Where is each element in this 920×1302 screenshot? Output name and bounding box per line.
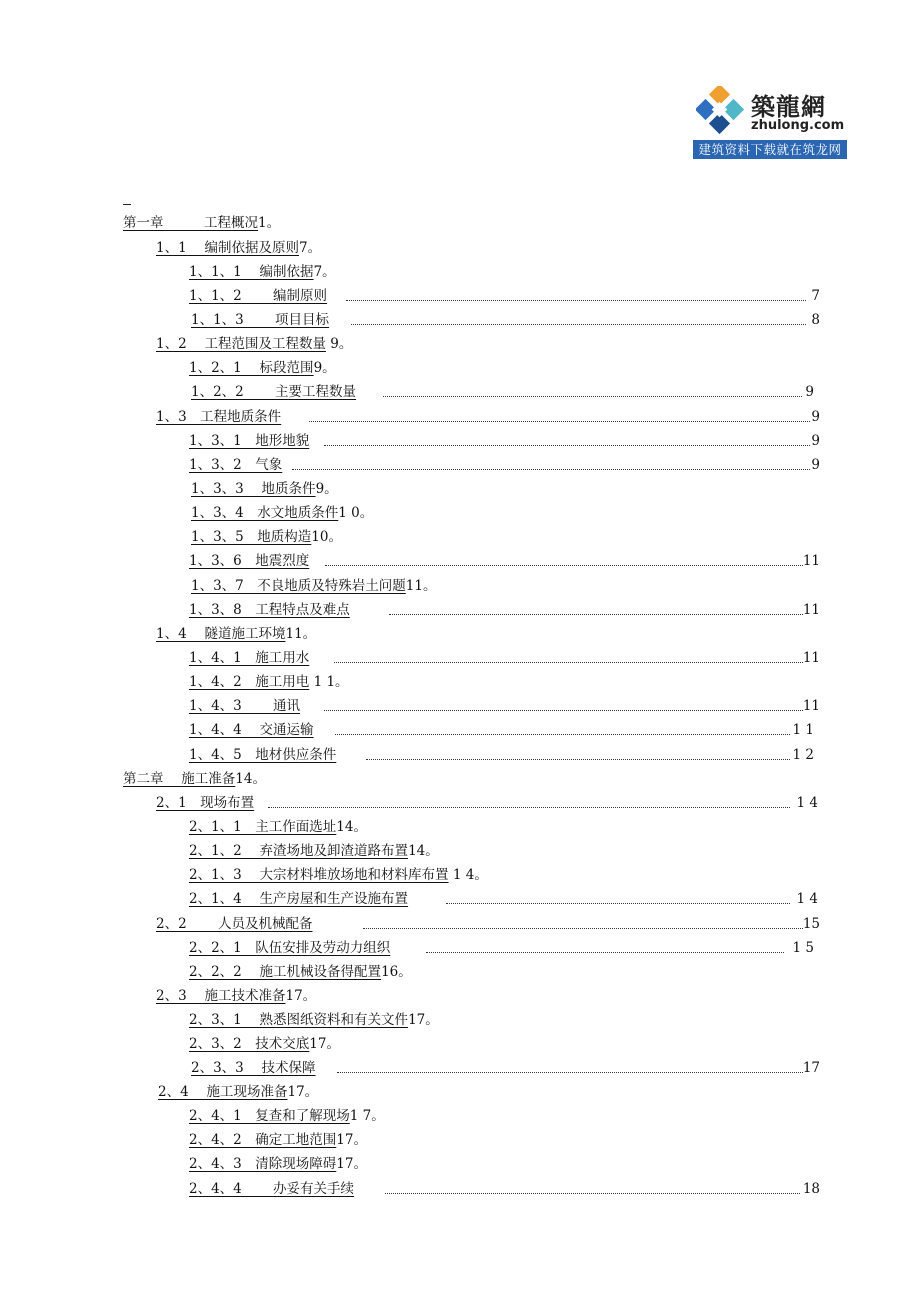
toc-page: 1 2 [792,747,814,763]
toc-title: 1、3、6 地震烈度 [189,553,310,569]
toc-entry[interactable] [191,527,820,547]
toc-leader [334,662,803,663]
toc-entry[interactable] [189,672,820,692]
toc-title: 2、2、2 施工机械设备得配置 [189,964,382,980]
toc-entry[interactable] [189,865,820,885]
toc-entry[interactable] [189,962,820,982]
toc-entry[interactable] [123,769,820,789]
toc-trail: 9。 [313,360,336,376]
toc-leader [383,396,802,397]
toc-trail: 17。 [309,1036,340,1052]
toc-leader [309,421,810,422]
logo-title: 築龍網 [751,93,826,121]
toc-entry[interactable] [189,286,820,306]
toc-leader [389,614,803,615]
toc-page: 1 1 [792,722,814,738]
toc-trail: 9。 [325,336,353,352]
toc-title: 2、1、2 弃渣场地及卸渣道路布置 [189,843,409,859]
toc-title: 2、3、3 技术保障 [191,1060,316,1076]
toc-entry[interactable] [189,817,820,837]
toc-trail: 1 0。 [338,505,374,521]
toc-entry[interactable] [189,600,820,620]
toc-trail: 1。 [258,215,281,231]
toc-page: 15 [802,916,820,932]
toc-trail: 14。 [235,771,266,787]
toc-title: 2、3、1 熟悉图纸资料和有关文件 [189,1012,409,1028]
toc-title: 1、4、1 施工用水 [189,650,310,666]
toc-title: 2、4、2 确定工地范围 [189,1132,337,1148]
toc-page: 17 [802,1060,820,1076]
toc-page: 9 [811,457,820,473]
toc-entry[interactable] [189,938,820,958]
logo-url: zhulong.com [751,118,845,133]
toc-title: 1、3、8 工程特点及难点 [189,602,350,618]
toc-trail: 1 7。 [349,1108,385,1124]
toc-page: 1 4 [796,795,818,811]
toc-page: 1 5 [792,940,814,956]
toc-title: 第一章 工程概况 [123,215,258,231]
toc-title: 1、3、2 气象 [189,457,283,473]
toc-trail: 11。 [285,626,317,642]
toc-title: 1、3、7 不良地质及特殊岩土问题 [191,578,406,594]
toc-leader [324,710,803,711]
toc-title: 1、4、4 交通运输 [189,722,314,738]
toc-title: 1、2、1 标段范围 [189,360,314,376]
toc-page: 18 [802,1181,820,1197]
toc-title: 1、4、5 地材供应条件 [189,747,337,763]
toc-leader [337,1072,803,1073]
logo-slogan: 建筑资料下载就在筑龙网 [693,140,847,159]
toc-title: 1、1 编制依据及原则 [156,240,299,256]
toc-title: 2、4、3 清除现场障碍 [189,1156,337,1172]
toc-entry[interactable] [189,551,820,571]
toc-trail: 7。 [313,264,336,280]
toc-entry[interactable] [189,841,820,861]
toc-entry[interactable] [189,720,820,740]
toc-trail: 14。 [408,843,439,859]
toc-entry[interactable] [189,1010,820,1030]
zhulong-logo-icon [696,86,746,136]
toc-trail: 1 4。 [448,867,488,883]
toc-entry[interactable] [156,793,820,813]
toc-trail: 17。 [408,1012,439,1028]
toc-entry[interactable] [191,1058,820,1078]
toc-entry[interactable] [189,1154,820,1174]
toc-entry[interactable] [189,455,820,475]
toc-title: 1、3、4 水文地质条件 [191,505,339,521]
toc-entry[interactable] [189,889,820,909]
toc-entry[interactable] [191,310,820,330]
toc-leader [426,952,784,953]
toc-trail: 16。 [381,964,412,980]
toc-title: 2、4、4 办妥有关手续 [189,1181,355,1197]
toc-title: 1、1、3 项目目标 [191,312,330,328]
toc-entry[interactable] [189,431,820,451]
toc-title: 2、3、2 技术交底 [189,1036,310,1052]
toc-title: 1、3、5 地质构造 [191,529,312,545]
toc-title: 2、1、1 主工作面选址 [189,819,337,835]
toc-page: 11 [802,602,820,618]
toc-entry[interactable] [189,1034,820,1054]
toc-page: 9 [811,433,820,449]
toc-page: 11 [802,650,820,666]
toc-entry[interactable] [191,576,820,596]
toc-entry[interactable] [156,914,820,934]
toc-entry[interactable] [191,503,820,523]
toc-entry[interactable] [156,624,820,644]
toc-leader [324,445,810,446]
zhulong-logo [693,83,847,159]
toc-title: 1、4 隧道施工环境 [156,626,286,642]
toc-leader [325,565,803,566]
toc-title: 第二章 施工准备 [123,771,236,787]
toc-entry[interactable] [189,745,820,765]
toc-leader [335,734,790,735]
toc-page: 8 [811,312,820,328]
toc-title: 2、1、4 生产房屋和生产设施布置 [189,891,409,907]
toc-entry[interactable] [189,648,820,668]
toc-trail: 14。 [336,819,367,835]
toc-leader [292,469,810,470]
toc-trail: 10。 [311,529,342,545]
toc-trail: 11。 [405,578,437,594]
toc-title: 2、1 现场布置 [156,795,255,811]
toc-page: 11 [802,553,820,569]
toc-entry[interactable] [189,358,820,378]
toc-leader [366,759,790,760]
toc-title: 1、2、2 主要工程数量 [191,384,357,400]
toc-page: 1 4 [796,891,818,907]
toc-leader [446,903,790,904]
toc-title: 1、3 工程地质条件 [156,409,282,425]
toc-trail: 17。 [287,1084,319,1100]
toc-page: 7 [811,288,820,304]
toc-trail: 17。 [336,1156,367,1172]
toc-leader [346,300,806,301]
toc-title: 1、3、1 地形地貌 [189,433,310,449]
toc-title: 2、2 人员及机械配备 [156,916,313,932]
toc-title: 2、4、1 复查和了解现场 [189,1108,350,1124]
toc-title: 1、4、2 施工用电 [189,674,310,690]
toc-title: 2、4 施工现场准备 [158,1084,288,1100]
toc-title: 1、3、3 地质条件 [191,481,316,497]
toc-entry[interactable] [189,1179,820,1199]
toc-page: 9 [805,384,814,400]
header-dash [123,204,131,205]
toc-entry[interactable] [189,1106,820,1126]
toc-entry[interactable] [191,479,820,499]
toc-page: 11 [802,698,820,714]
toc-entry[interactable] [158,1082,820,1102]
toc-title: 1、1、1 编制依据 [189,264,314,280]
toc-trail: 17。 [336,1132,367,1148]
toc-title: 2、3 施工技术准备 [156,988,286,1004]
toc-trail: 9。 [315,481,338,497]
toc-entry[interactable] [191,382,820,402]
toc-entry[interactable] [156,334,820,354]
toc-leader [385,1193,800,1194]
toc-leader [268,807,790,808]
toc-title: 1、1、2 编制原则 [189,288,328,304]
toc-title: 1、4、3 通讯 [189,698,301,714]
toc-trail: 17。 [285,988,317,1004]
toc-entry[interactable] [156,407,820,427]
toc-leader [351,324,806,325]
toc-title: 2、1、3 大宗材料堆放场地和材料库布置 [189,867,449,883]
toc-entry[interactable] [156,986,820,1006]
toc-leader [363,928,803,929]
toc-page: 9 [811,409,820,425]
toc-trail: 7。 [298,240,322,256]
toc-entry[interactable] [189,1130,820,1150]
toc-entry[interactable] [189,696,820,716]
toc-trail: 1 1。 [309,674,349,690]
toc-entry[interactable] [156,238,820,258]
toc-entry[interactable] [123,213,820,233]
toc-title: 2、2、1 队伍安排及劳动力组织 [189,940,391,956]
toc-title: 1、2 工程范围及工程数量 [156,336,326,352]
toc-entry[interactable] [189,262,820,282]
